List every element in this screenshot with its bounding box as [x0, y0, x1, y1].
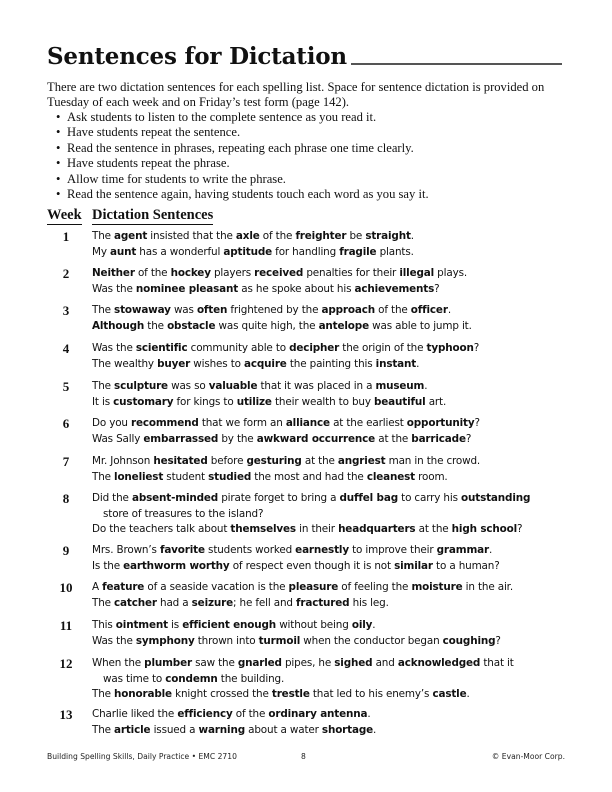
spelling-word: hesitated [153, 455, 208, 467]
week-column-header: Week [47, 207, 82, 223]
spelling-word: fractured [295, 596, 350, 609]
dictation-sentence: My aunt has a wonderful aptitude for handling fragile plants. [92, 245, 414, 258]
spelling-word: recommend [131, 417, 199, 429]
page-footer [47, 752, 565, 766]
instruction-item: • Ask students to listen to the complete sentence as you read it. [56, 110, 377, 124]
spelling-word: officer [410, 304, 448, 316]
intro-paragraph: There are two dictation sentences for each spelling list. Space for sentence dictation is provided on Tuesday of each week and on Friday’s test form (page 142). [47, 80, 545, 109]
spelling-word: turmoil [258, 634, 301, 647]
spelling-word: earnestly [295, 544, 349, 556]
spelling-word: utilize [236, 395, 272, 408]
spelling-word: honorable [114, 688, 172, 700]
week-number: 6 [62, 416, 70, 431]
week-number: 13 [59, 707, 73, 722]
spelling-word: typhoon [426, 342, 474, 354]
dictation-sentence: Neither of the hockey players received penalties for their illegal plays. [92, 267, 467, 279]
spelling-word: pleasure [288, 581, 339, 593]
spelling-word: earthworm worthy [123, 559, 230, 572]
spelling-word: customary [113, 395, 174, 408]
spelling-word: coughing [442, 634, 496, 647]
spelling-word: illegal [399, 267, 435, 279]
dictation-sentence: Mrs. Brown’s favorite students worked earnestly to improve their grammar. [92, 544, 493, 556]
spelling-word: buyer [157, 357, 191, 370]
sentences-column-header: Dictation Sentences [92, 207, 214, 223]
spelling-word: antelope [318, 319, 369, 332]
spelling-word: decipher [289, 342, 340, 354]
sentence-group [92, 416, 582, 447]
spelling-word: acquire [244, 357, 287, 370]
instruction-item: • Have students repeat the sentence. [56, 125, 241, 140]
spelling-word: stowaway [114, 304, 171, 316]
dictation-sentence: The agent insisted that the axle of the freighter be straight. [92, 230, 414, 242]
spelling-word: feature [102, 581, 145, 593]
spelling-word: Neither [92, 267, 135, 279]
spelling-word: nominee pleasant [135, 282, 239, 295]
spelling-word: cleanest [366, 470, 415, 483]
dictation-sentence: The honorable knight crossed the trestle that led to his enemy’s castle. [92, 688, 470, 700]
instruction-item: • Allow time for students to write the phrase. [56, 171, 286, 186]
sentence-group [92, 491, 582, 538]
dictation-sentence: The wealthy buyer wishes to acquire the painting this instant. [92, 357, 420, 370]
spelling-word: warning [198, 723, 245, 736]
sentence-continuation: store of treasures to the island? [103, 507, 264, 520]
footer-copyright: © Evan-Moor Corp. [491, 752, 565, 761]
week-number: 8 [62, 491, 70, 506]
spelling-word: awkward occurrence [256, 432, 376, 445]
sentence-continuation: was time to condemn the building. [103, 672, 285, 685]
week-number: 1 [62, 229, 70, 244]
title-row [47, 40, 562, 70]
spelling-word: obstacle [167, 319, 216, 332]
spelling-word: ordinary antenna [268, 708, 368, 720]
week-number: 4 [62, 341, 70, 356]
week-number: 12 [59, 656, 73, 671]
dictation-sentence: The loneliest student studied the most and had the cleanest room. [92, 470, 448, 483]
dictation-sentence: A feature of a seaside vacation is the pleasure of feeling the moisture in the air. [92, 581, 514, 593]
sentence-group [92, 656, 582, 703]
spelling-word: plumber [144, 657, 192, 669]
dictation-sentence: Mr. Johnson hesitated before gesturing at the angriest man in the crowd. [92, 455, 481, 467]
spelling-word: catcher [114, 596, 157, 609]
spelling-word: scientific [135, 342, 188, 354]
spelling-word: barricade [411, 432, 466, 445]
week-number: 5 [62, 379, 70, 394]
dictation-sentence: Did the absent-minded pirate forget to bring a duffel bag to carry his outstanding [92, 492, 531, 504]
sentence-group [92, 341, 582, 372]
spelling-word: castle [432, 688, 467, 700]
spelling-word: received [254, 267, 304, 279]
spelling-word: similar [394, 559, 433, 572]
spelling-word: gnarled [237, 657, 282, 669]
spelling-word: beautiful [374, 395, 426, 408]
spelling-word: angriest [337, 455, 386, 467]
spelling-word: efficiency [177, 708, 233, 720]
sentence-group [92, 266, 582, 297]
instruction-item: • Read the sentence in phrases, repeating each phrase one time clearly. [56, 140, 414, 155]
spelling-word: valuable [208, 380, 258, 392]
week-number: 11 [59, 618, 73, 633]
dictation-sentence: Was the nominee pleasant as he spoke about his achievements? [92, 282, 440, 295]
dictation-sentence: Was the symphony thrown into turmoil when the conductor began coughing? [92, 634, 501, 647]
dictation-sentence: Was Sally embarrassed by the awkward occurrence at the barricade? [92, 432, 472, 445]
spelling-word: often [196, 304, 228, 316]
dictation-sentence: Do the teachers talk about themselves in their headquarters at the high school? [92, 523, 523, 535]
spelling-word: aptitude [223, 245, 273, 258]
dictation-sentence: Charlie liked the efficiency of the ordinary antenna. [92, 708, 371, 720]
spelling-word: outstanding [461, 492, 531, 504]
instruction-list [56, 110, 429, 202]
dictation-sentence: The sculpture was so valuable that it was placed in a museum. [92, 380, 428, 392]
spelling-word: sculpture [114, 380, 168, 392]
instruction-item: • Have students repeat the phrase. [56, 156, 230, 171]
spelling-word: sighed [334, 657, 373, 669]
spelling-word: acknowledged [397, 657, 481, 669]
table-header [47, 207, 567, 227]
spelling-word: embarrassed [143, 432, 219, 445]
spelling-word: alliance [285, 417, 330, 429]
dictation-sentence: The article issued a warning about a water shortage. [92, 723, 377, 736]
spelling-word: favorite [159, 544, 205, 556]
spelling-word: hockey [170, 267, 211, 279]
spelling-word: freighter [295, 230, 347, 242]
week-number: 2 [62, 266, 70, 281]
spelling-word: museum [375, 380, 425, 392]
spelling-word: straight [365, 230, 411, 242]
spelling-word: ointment [115, 619, 168, 631]
dictation-sentence: Is the earthworm worthy of respect even though it is not similar to a human? [92, 559, 500, 572]
sentence-group [92, 379, 582, 410]
spelling-word: opportunity [406, 417, 475, 429]
spelling-word: headquarters [338, 523, 416, 535]
spelling-word: efficient enough [182, 619, 277, 631]
page-title: Sentences for Dictation [47, 43, 347, 70]
dictation-sentence: When the plumber saw the gnarled pipes, he sighed and acknowledged that it [92, 657, 514, 669]
spelling-word: moisture [411, 581, 463, 593]
spelling-word: axle [235, 230, 260, 242]
spelling-word: trestle [271, 688, 310, 700]
spelling-word: studied [208, 470, 252, 483]
spelling-word: approach [321, 304, 375, 316]
spelling-word: shortage [321, 723, 374, 736]
spelling-word: fragile [339, 245, 377, 258]
spelling-word: instant [375, 357, 417, 370]
spelling-word: achievements [354, 282, 435, 295]
sentence-group [92, 543, 582, 574]
spelling-word: absent-minded [131, 492, 219, 504]
spelling-word: themselves [230, 523, 296, 535]
footer-publication: Building Spelling Skills, Daily Practice • EMC 2710 [47, 752, 237, 761]
dictation-sentence: This ointment is efficient enough without being oily. [92, 619, 376, 631]
spelling-word: gesturing [246, 455, 302, 467]
spelling-word: agent [114, 230, 148, 242]
dictation-sentence: Was the scientific community able to decipher the origin of the typhoon? [92, 342, 480, 354]
sentence-group [92, 580, 582, 611]
week-number: 3 [62, 303, 70, 318]
spelling-word: condemn [165, 672, 218, 685]
sentence-group [92, 303, 582, 334]
sentence-group [92, 229, 582, 260]
spelling-word: article [114, 723, 151, 736]
dictation-sentence: The catcher had a seizure; he fell and fractured his leg. [92, 596, 389, 609]
spelling-word: oily [351, 619, 373, 631]
sentence-group [92, 618, 582, 649]
spelling-word: grammar [436, 544, 489, 556]
sentence-group [92, 454, 582, 485]
spelling-word: loneliest [114, 470, 164, 483]
dictation-sentence: Do you recommend that we form an alliance at the earliest opportunity? [92, 417, 480, 429]
dictation-sentence: It is customary for kings to utilize their wealth to buy beautiful art. [92, 395, 447, 408]
sentence-group [92, 707, 582, 738]
dictation-sentence: The stowaway was often frightened by the approach of the officer. [92, 304, 451, 316]
spelling-word: high school [451, 523, 517, 535]
spelling-word: symphony [135, 634, 195, 647]
week-number: 7 [62, 454, 70, 469]
week-number: 10 [59, 580, 73, 595]
spelling-word: Although [92, 319, 145, 332]
spelling-word: aunt [109, 245, 137, 258]
spelling-word: duffel bag [339, 492, 398, 504]
instruction-item: • Read the sentence again, having students touch each word as you say it. [56, 187, 429, 202]
title-rule [351, 63, 562, 65]
week-number: 9 [62, 543, 70, 558]
spelling-word: seizure [191, 596, 234, 609]
page-number: 8 [301, 752, 306, 761]
dictation-sentence: Although the obstacle was quite high, the antelope was able to jump it. [92, 319, 472, 332]
